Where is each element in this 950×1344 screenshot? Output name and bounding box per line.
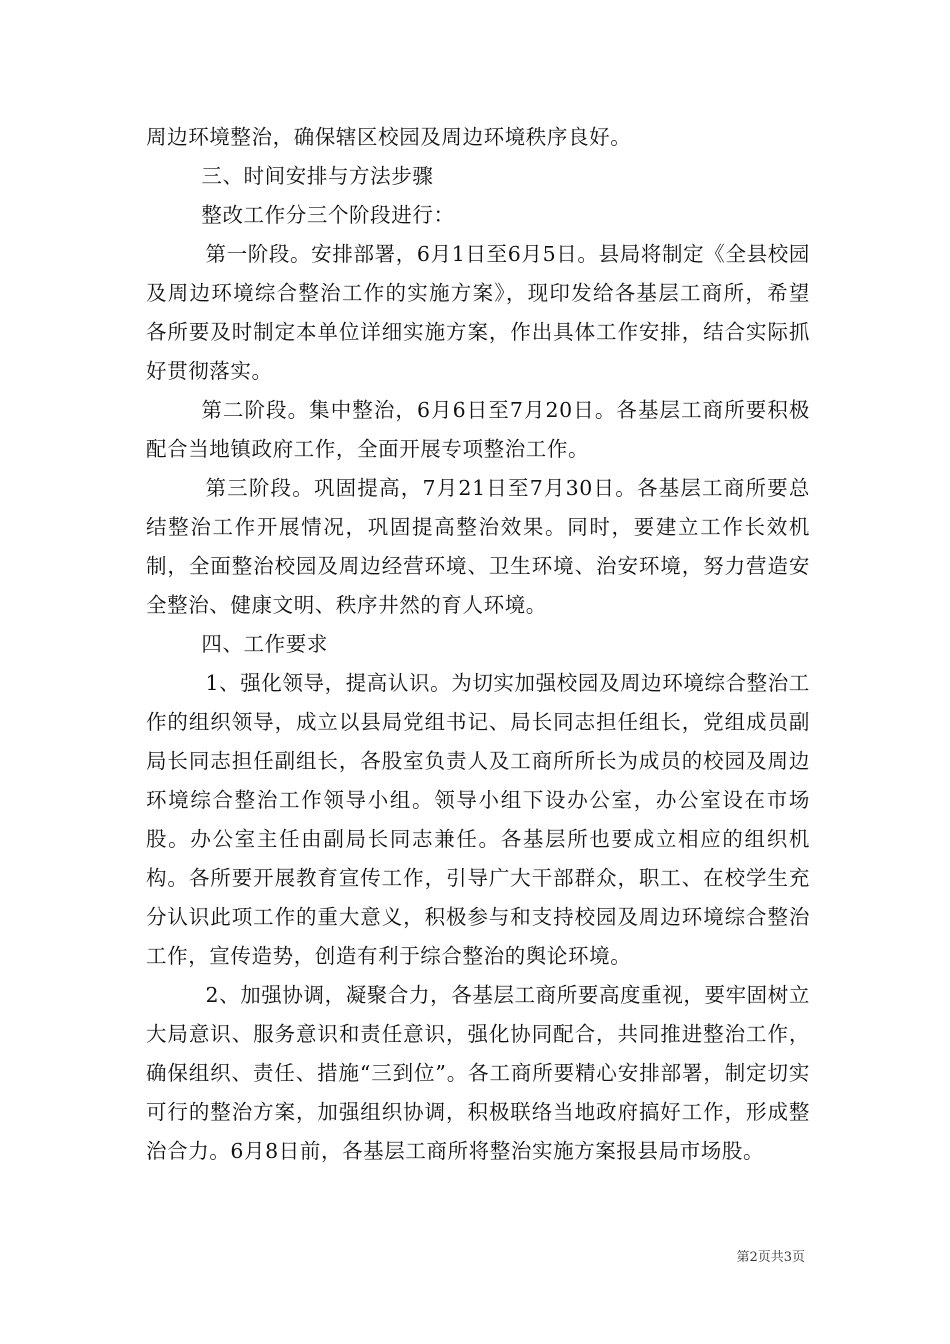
paragraph-stage-two: 第二阶段。集中整治，6月6日至7月20日。各基层工商所要积极配合当地镇政府工作，全面开展专项整治工作。 bbox=[146, 398, 810, 461]
paragraph-stage-three: 第三阶段。巩固提高，7月21日至7月30日。各基层工商所要总结整治工作开展情况，巩固提高整治效果。同时，要建立工作长效机制，全面整治校园及周边经营环境、卫生环境、治安环境，努力营造安全整治、健康文明、秩序井然的育人环境。 bbox=[146, 476, 810, 617]
section-heading-schedule: 三、时间安排与方法步骤 bbox=[201, 164, 434, 188]
paragraph-requirement-two: 2、加强协调，凝聚合力，各基层工商所要高度重视，要牢固树立大局意识、服务意识和责任意识，强化协同配合，共同推进整治工作，确保组织、责任、措施“三到位”。各工商所要精心安排部署，制定切实可行的整治方案，加强组织协调，积极联络当地政府搞好工作，形成整治合力。6月8日前，各基层工商所将整治实施方案报县局市场股。 bbox=[146, 983, 810, 1163]
paragraph-requirement-one: 1、强化领导，提高认识。为切实加强校园及周边环境综合整治工作的组织领导，成立以县局党组书记、局长同志担任组长，党组成员副局长同志担任副组长，各股室负责人及工商所所长为成员的校园及周边环境综合整治工作领导小组。领导小组下设办公室，办公室设在市场股。办公室主任由副局长同志兼任。各基层所也要成立相应的组织机构。各所要开展教育宣传工作，引导广大干部群众，职工、在校学生充分认识此项工作的重大意义，积极参与和支持校园及周边环境综合整治工作，宣传造势，创造有利于综合整治的舆论环境。 bbox=[146, 671, 810, 968]
paragraph-stages-intro: 整改工作分三个阶段进行： bbox=[201, 203, 455, 227]
paragraph-stage-one: 第一阶段。安排部署，6月1日至6月5日。县局将制定《全县校园及周边环境综合整治工作的实施方案》，现印发给各基层工商所，希望各所要及时制定本单位详细实施方案，作出具体工作安排，结合实际抓好贯彻落实。 bbox=[146, 242, 810, 383]
section-heading-requirements: 四、工作要求 bbox=[201, 632, 328, 656]
paragraph-continuation: 周边环境整治，确保辖区校园及周边环境秩序良好。 bbox=[146, 125, 632, 149]
page-number-footer: 第2页共3页 bbox=[736, 1250, 805, 1265]
document-body bbox=[146, 118, 810, 1171]
